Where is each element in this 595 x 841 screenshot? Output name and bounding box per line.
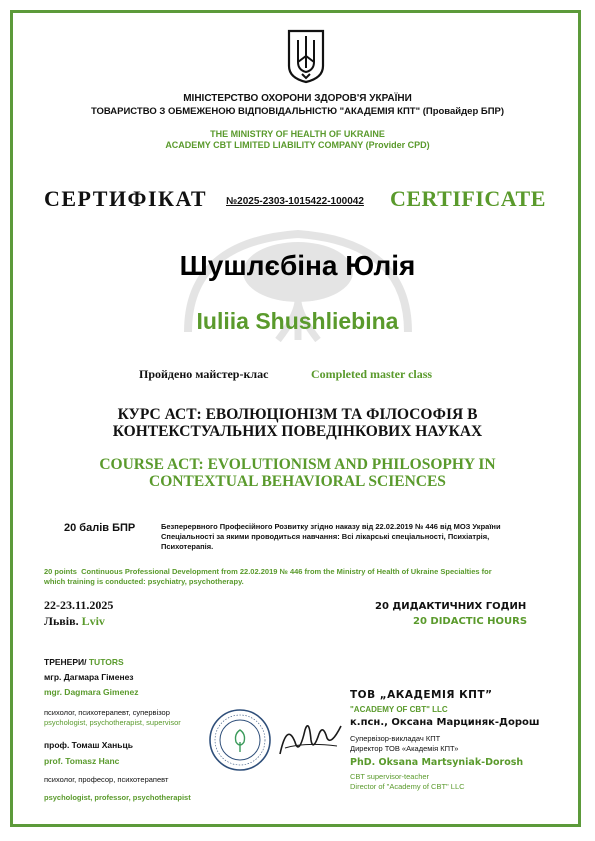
tutor1-name-ua: мгр. Дагмара Гіменез bbox=[44, 672, 134, 682]
tutors-heading: ТРЕНЕРИ/ TUTORS bbox=[44, 657, 124, 667]
director-role-ua-1: Супервізор-викладач КПТ bbox=[350, 734, 441, 743]
org-name-en: "ACADEMY OF CBT" LLC bbox=[350, 705, 448, 714]
recipient-name-ua: Шушлєбіна Юлія bbox=[179, 250, 416, 281]
tutor2-role-en: psychologist, professor, psychotherapist bbox=[44, 793, 191, 802]
course-en-line2: CONTEXTUAL BEHAVIORAL SCIENCES bbox=[149, 473, 446, 490]
certificate-title-en: CERTIFICATE bbox=[390, 186, 546, 211]
hours-ua: 20 ДИДАКТИЧНИХ ГОДИН bbox=[375, 601, 527, 612]
signature-icon bbox=[275, 712, 345, 764]
certificate-title-ua: СЕРТИФІКАТ bbox=[44, 186, 208, 211]
director-role-en-1: CBT supervisor-teacher bbox=[350, 772, 430, 781]
tutor1-name-en: mgr. Dagmara Gimenez bbox=[44, 687, 139, 697]
points-text-ua: Безперервного Професійного Розвитку згідно наказу від 22.02.2019 № 446 від МОЗ України Спеціальності за якими проводиться навчання: Всі лікарські спеціальності, Психіатрія, Психотерапія. bbox=[161, 522, 501, 551]
director-name-ua: к.псн., Оксана Марциняк-Дорош bbox=[350, 717, 540, 728]
event-place: Львів. Lviv bbox=[44, 614, 105, 628]
tutor2-name-en: prof. Tomasz Hanc bbox=[44, 756, 120, 766]
course-en-line1: COURSE ACT: EVOLUTIONISM AND PHILOSOPHY IN bbox=[99, 456, 496, 473]
tutor1-role-en: psychologist, psychotherapist, supervisor bbox=[44, 718, 181, 727]
completed-en: Completed master class bbox=[311, 367, 433, 381]
tutor2-role-ua: психолог, професор, психотерапевт bbox=[44, 775, 169, 784]
points-label-ua: 20 балів БПР bbox=[64, 522, 136, 534]
company-ua: ТОВАРИСТВО З ОБМЕЖЕНОЮ ВІДПОВІДАЛЬНІСТЮ "АКАДЕМІЯ КПТ" (Провайдер БПР) bbox=[90, 106, 505, 117]
course-ua-line1: КУРС АСТ: ЕВОЛЮЦІОНІЗМ ТА ФІЛОСОФІЯ В bbox=[117, 406, 478, 423]
director-role-en-2: Director of "Academy of CBT" LLC bbox=[350, 782, 465, 791]
tutor1-role-ua: психолог, психотерапевт, супервізор bbox=[44, 708, 170, 717]
org-name-ua: ТОВ „АКАДЕМІЯ КПТ” bbox=[350, 689, 493, 701]
stamp-icon bbox=[208, 708, 272, 772]
director-role-ua-2: Директор ТОВ «Академія КПТ» bbox=[350, 744, 459, 753]
ministry-ua: МІНІСТЕРСТВО ОХОРОНИ ЗДОРОВ'Я УКРАЇНИ bbox=[183, 93, 412, 104]
company-en: ACADEMY CBT LIMITED LIABILITY COMPANY (Provider CPD) bbox=[165, 140, 430, 150]
points-text-en: 20 points Continuous Professional Development from 22.02.2019 № 446 from the Ministry of Health of Ukraine Specialties for which training is conducted: psychiatry, psychotherapy. bbox=[44, 567, 492, 586]
hours-en: 20 DIDACTIC HOURS bbox=[413, 616, 528, 627]
director-name-en: PhD. Oksana Martsyniak-Dorosh bbox=[350, 757, 524, 768]
recipient-name-en: Iuliia Shushliebina bbox=[196, 308, 399, 334]
certificate-number: №2025-2303-1015422-100042 bbox=[226, 196, 364, 207]
event-date: 22-23.11.2025 bbox=[44, 598, 114, 612]
ministry-en: THE MINISTRY OF HEALTH OF UKRAINE bbox=[210, 129, 385, 139]
trident-emblem-icon bbox=[286, 28, 326, 84]
course-ua-line2: КОНТЕКСТУАЛЬНИХ ПОВЕДІНКОВИХ НАУКАХ bbox=[112, 423, 483, 440]
completed-ua: Пройдено майстер-клас bbox=[139, 367, 269, 381]
tutor2-name-ua: проф. Томаш Ханьць bbox=[44, 740, 133, 750]
